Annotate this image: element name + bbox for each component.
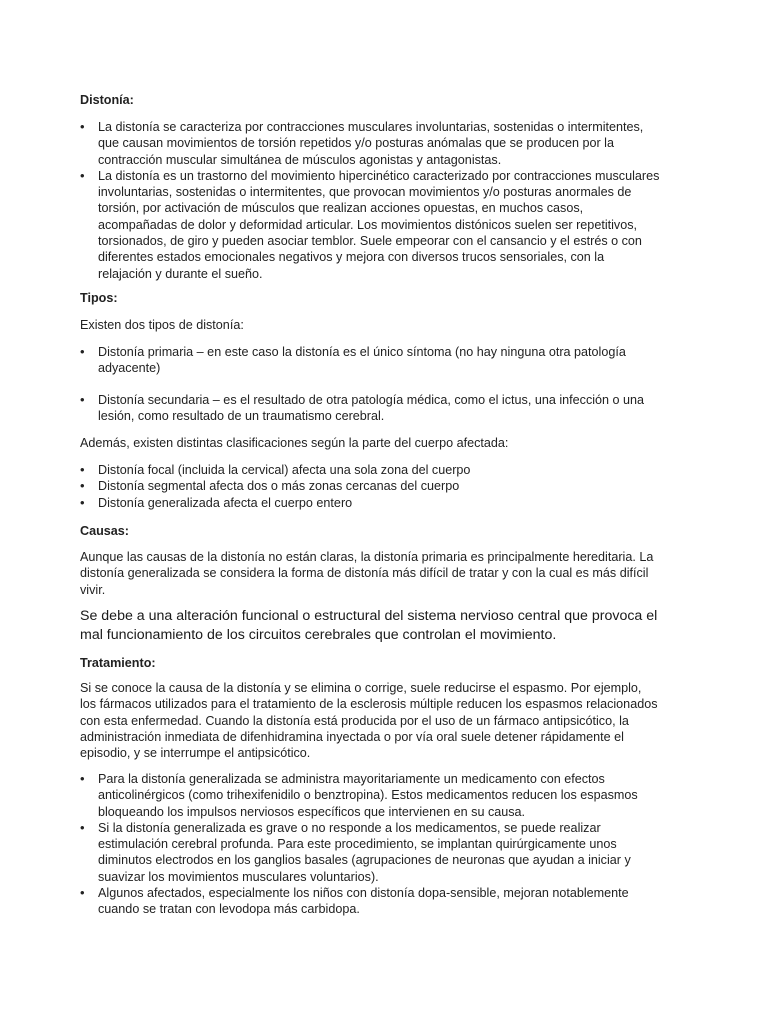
list-item: • Para la distonía generalizada se administra mayoritariamente un medicamento con efectos anticolinérgicos (como trihexifenidilo o benztropina). Estos medicamentos reducen los espasmos bloqueando los impulsos nerviosos específicos que intervienen en su causa. xyxy=(80,771,660,820)
list-item: • Si la distonía generalizada es grave o no responde a los medicamentos, se puede realizar estimulación cerebral profunda. Para este procedimiento, se implantan quirúrgicamente unos diminutos electrodos en los ganglios basales (agrupaciones de neuronas que ayudan a iniciar y suavizar los movimientos musculares voluntarios). xyxy=(80,820,660,885)
list-item: • Distonía focal (incluida la cervical) afecta una sola zona del cuerpo xyxy=(80,462,660,478)
heading-distonia: Distonía: xyxy=(80,93,134,107)
tipos-intro-2: Además, existen distintas clasificaciones según la parte del cuerpo afectada: xyxy=(80,436,509,450)
list-item: • Distonía primaria – en este caso la distonía es el único síntoma (no hay ninguna otra patología adyacente) xyxy=(80,344,660,377)
heading-causas: Causas: xyxy=(80,524,129,538)
classification-list xyxy=(80,462,660,511)
list-item: • La distonía es un trastorno del movimiento hipercinético caracterizado por contracciones musculares involuntarias, sostenidas o intermitentes, que provocan movimientos y/o posturas anormales de torsión, por activación de músculos que realizan acciones opuestas, en muchos casos, acompañadas de dolor y deformidad articular. Los movimientos distónicos suelen ser repetitivos, torsionados, de giro y pueden asociar temblor. Suele empeorar con el cansancio y el estrés o con diferentes estados emocionales negativos y mejora con diversos trucos sensoriales, con la relajación y durante el sueño. xyxy=(80,168,660,282)
list-item: • Distonía generalizada afecta el cuerpo entero xyxy=(80,495,660,511)
list-item: • La distonía se caracteriza por contracciones musculares involuntarias, sostenidas o intermitentes, que causan movimientos de torsión repetidos y/o posturas anómalas que se producen por la contracción muscular simultánea de músculos agonistas y antagonistas. xyxy=(80,119,660,168)
tipos-list-2 xyxy=(80,392,660,425)
tratamiento-paragraph: Si se conoce la causa de la distonía y se elimina o corrige, suele reducirse el espasmo. Por ejemplo, los fármacos utilizados para el tratamiento de la esclerosis múltiple reducen los espasmos relacionados con esta enfermedad. Cuando la distonía está producida por el uso de un fármaco antipsicótico, la administración inmediata de difenhidramina inyectada o por vía oral suele detener rápidamente el episodio, y se interrumpe el antipsicótico. xyxy=(80,681,658,761)
tratamiento-list xyxy=(80,771,660,918)
causas-paragraph: Aunque las causas de la distonía no están claras, la distonía primaria es principalmente hereditaria. La distonía generalizada se considera la forma de distonía más difícil de tratar y con la cual es más difícil vivir. xyxy=(80,550,654,597)
tipos-intro: Existen dos tipos de distonía: xyxy=(80,318,244,332)
heading-tratamiento: Tratamiento: xyxy=(80,656,156,670)
list-item: • Algunos afectados, especialmente los niños con distonía dopa-sensible, mejoran notablemente cuando se tratan con levodopa más carbidopa. xyxy=(80,885,660,918)
list-item: • Distonía secundaria – es el resultado de otra patología médica, como el ictus, una infección o una lesión, como resultado de un traumatismo cerebral. xyxy=(80,392,660,425)
heading-tipos: Tipos: xyxy=(80,291,118,305)
list-item: • Distonía segmental afecta dos o más zonas cercanas del cuerpo xyxy=(80,478,660,494)
causas-large-paragraph: Se debe a una alteración funcional o estructural del sistema nervioso central que provoca el mal funcionamiento de los circuitos cerebrales que controlan el movimiento. xyxy=(80,608,658,643)
tipos-list xyxy=(80,344,660,377)
distonia-list xyxy=(80,119,660,282)
